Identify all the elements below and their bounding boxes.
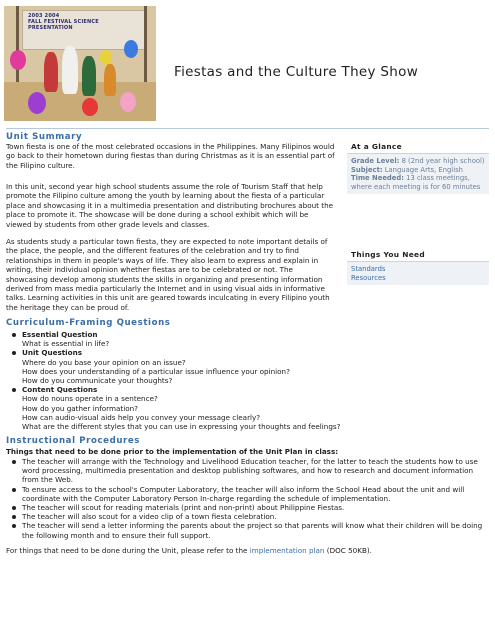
content-questions-item: Content Questions How do nouns operate in a sentence? How do you gather information? How can audio-visual aids help you convey your message clearly? What are the different styles that you can use in expressing your thoughts and feelings? [6,385,485,431]
procedure-item: To ensure access to the school's Computer Laboratory, the teacher will also inform the School Head about the unit and will coordinate with the Computer Laboratory Person In-charge regarding the schedule of implementation. [6,485,485,503]
divider [6,128,489,129]
unit-summary-heading: Unit Summary [6,132,83,142]
procedures-heading: Instructional Procedures [6,436,141,446]
standards-link[interactable]: Standards [351,265,386,273]
fiesta-photo [4,6,156,121]
time-needed: Time Needed: 13 class meetings, where each meeting is for 60 minutes [351,174,481,191]
at-a-glance-box [347,140,489,194]
at-a-glance-heading: At a Glance [347,140,489,154]
curriculum-list [6,330,485,431]
at-a-glance-body [347,154,489,194]
page-title: Fiestas and the Culture They Show [174,64,419,80]
unit-summary-p1: Town fiesta is one of the most celebrated occasions in the Philippines. Many Filipinos would go back to their hometown during fiestas than during Christmas as it is an essential part of the Filipino culture. [6,142,335,170]
unit-questions-item: Unit Questions Where do you base your opinion on an issue? How does your understanding of a particular issue influence your opinion? How do you communicate your thoughts? [6,348,485,385]
essential-question-item: Essential Question What is essential in life? [6,330,485,348]
things-you-need-box [347,248,489,285]
grade-level: Grade Level: 8 (2nd year high school) [351,157,485,165]
procedure-item: The teacher will send a letter informing the parents about the project so that parents will know what their children will be doing the following month and to ensure their full support. [6,521,485,539]
curriculum-heading: Curriculum-Framing Questions [6,318,171,328]
procedures-subheading: Things that need to be done prior to the implementation of the Unit Plan in class: [6,447,339,456]
unit-summary-p2: In this unit, second year high school students assume the role of Tourism Staff that help promote the Filipino culture among the youth by learning about the fiesta of a particular place and showcasing it in a multimedia presentation and distributing brochures about the place to promote it. The showcase will be done during a school exhibit which will be viewed by students from other grade levels and classes. [6,182,334,229]
resources-link[interactable]: Resources [351,273,386,282]
photo-banner-text: 2003 2004 FALL FESTIVAL SCIENCE PRESENTATION [28,13,99,31]
procedures-list [6,457,485,540]
procedure-item: The teacher will scout for reading materials (print and non-print) about Philippine Fiestas. [6,503,485,512]
subject: Subject: Language Arts, English [351,165,463,174]
procedures-footer: For things that need to be done during the Unit, please refer to the implementation plan (DOC 50KB). [6,546,372,555]
things-you-need-body [347,262,489,285]
things-you-need-heading: Things You Need [347,248,489,262]
implementation-plan-link[interactable]: implementation plan [249,546,325,555]
procedure-item: The teacher will arrange with the Technology and Livelihood Education teacher, for the latter to teach the students how to use word processing, multimedia presentation and desktop publishing softwares, and how to research and document information from the Web. [6,457,485,485]
unit-summary-p3: As students study a particular town fiesta, they are expected to note important details of the place, the people, and the different features of the celebration and try to find relationships in them in people's ways of life. They also learn to express and explain in writing, their individual opinion whether fiestas are to be celebrated or not. The showcasing develop among students the skills in organizing and presenting information derived from mass media particularly the Internet and in using visual aids in informative talks. Learning activities in this unit are geared towards inculcating in every Filipino youth the heritage they can be proud of. [6,237,330,312]
procedure-item: The teacher will also scout for a video clip of a town fiesta celebration. [6,512,485,521]
